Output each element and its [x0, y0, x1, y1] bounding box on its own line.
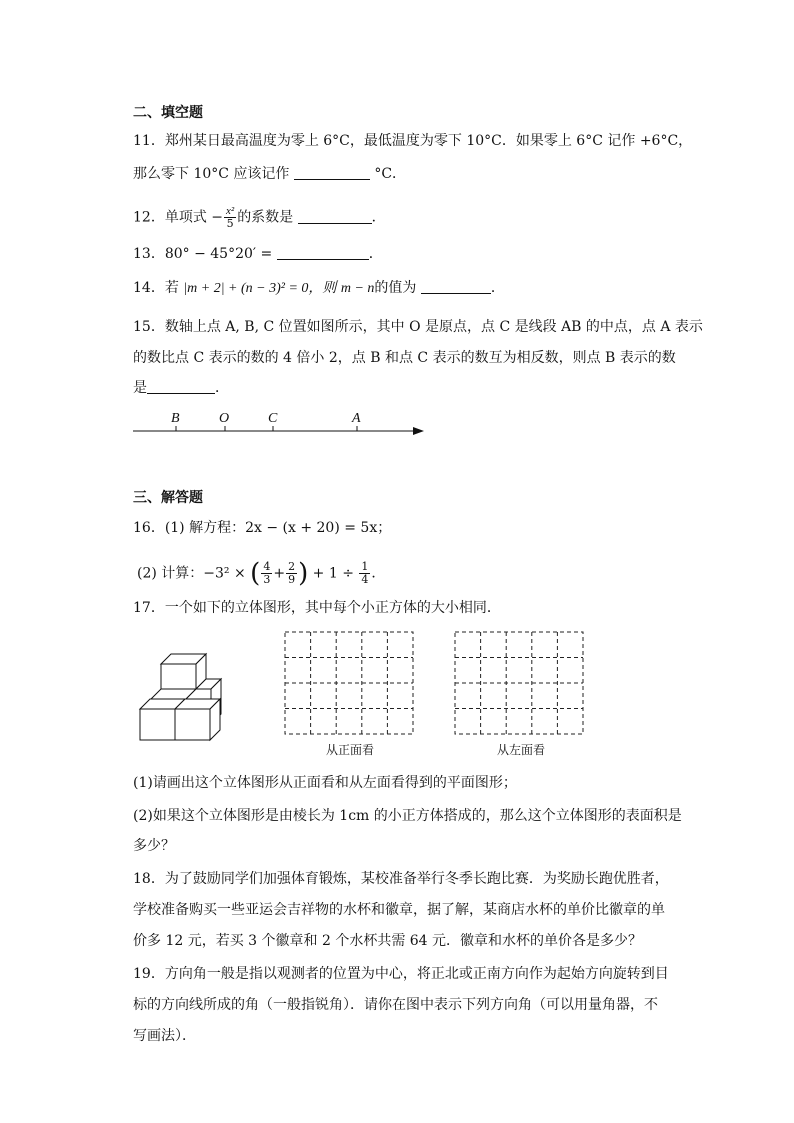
q14-expression: |m + 2| + (n − 3)² = 0，则	[183, 281, 337, 296]
frac-num: 2	[288, 560, 296, 573]
q12-end: ．	[371, 209, 386, 226]
grid-front-view	[285, 632, 413, 734]
q16-end: ．	[371, 565, 386, 582]
plus-sign: +	[273, 565, 286, 582]
section-title-fill-blank: 二、填空题	[133, 105, 203, 121]
q11-unit: °C．	[374, 166, 407, 182]
q17-sub1: (1)请画出这个立体图形从正面看和从左面看得到的平面图形；	[133, 775, 517, 791]
right-paren: )	[298, 558, 309, 589]
q19-line3: 写画法）．	[133, 1028, 196, 1044]
q16-mid: + 1 ÷	[312, 565, 354, 582]
q18-line3: 价多 12 元，若买 3 个徽章和 2 个水杯共需 64 元．徽章和水杯的单价各是多少？	[133, 933, 643, 949]
q12-text-post: 的系数是	[237, 209, 294, 226]
q12-frac-den: 5	[226, 217, 234, 230]
q18-line1: 18．为了鼓励同学们加强体育锻炼，某校准备举行冬季长跑比赛．为奖励长跑优胜者，	[133, 871, 669, 887]
q11-line1: 11．郑州某日最高温度为零上 6°C，最低温度为零下 10°C．如果零上 6°C 记作 +6°C，	[133, 133, 693, 149]
q19-line2: 标的方向线所成的角（一般指锐角）．请你在图中表示下列方向角（可以用量角器，不	[133, 997, 658, 1013]
q13-text: 13．80° − 45°20′ =	[133, 246, 273, 262]
left-paren: (	[250, 558, 261, 589]
q15-end: ．	[215, 380, 229, 396]
q12-frac-num: x²	[226, 205, 235, 217]
q15-text: 是	[133, 380, 147, 396]
q16-part2-text: (2) 计算：−3² ×	[137, 565, 246, 582]
q15-line1: 15．数轴上点 A, B, C 位置如图所示，其中 O 是原点，点 C 是线段 AB 的中点，点 A 表示	[133, 319, 703, 335]
frac-den: 9	[288, 573, 296, 586]
q17-sub2-line1: (2)如果这个立体图形是由棱长为 1cm 的小正方体搭成的，那么这个立体图形的表面积是	[133, 808, 682, 824]
section-title-solve: 三、解答题	[133, 490, 203, 506]
q14-text: 14．若	[133, 280, 179, 296]
q12-text: 12．单项式 −	[133, 209, 223, 226]
caption-front-view: 从正面看	[326, 743, 375, 757]
frac-den: 4	[361, 573, 369, 586]
label-C: C	[268, 411, 278, 426]
q17-intro: 17．一个如下的立体图形，其中每个小正方体的大小相同．	[133, 600, 501, 616]
q11-line2-text: 那么零下 10°C 应该记作	[133, 166, 290, 182]
frac-num: 1	[361, 560, 369, 573]
q14-expression2: m − n	[340, 281, 375, 296]
caption-left-view: 从左面看	[497, 743, 546, 757]
label-B: B	[171, 411, 180, 426]
q14-text-post: 的值为	[374, 280, 417, 296]
grid-left-view	[455, 632, 583, 734]
frac-num: 4	[263, 560, 271, 573]
frac-den: 3	[263, 573, 271, 586]
q15-line2: 的数比点 C 表示的数的 4 倍小 2，点 B 和点 C 表示的数互为相反数，则点 B 表示的数	[133, 350, 676, 366]
q17-sub2-line2: 多少？	[133, 838, 175, 854]
q14-end: ．	[490, 280, 505, 296]
q16-part1: 16．(1) 解方程：2x − (x + 20) = 5x；	[133, 520, 392, 536]
label-O: O	[219, 411, 230, 426]
label-A: A	[352, 411, 361, 426]
q13-end: ．	[368, 246, 383, 262]
q18-line2: 学校准备购买一些亚运会吉祥物的水杯和徽章，据了解，某商店水杯的单价比徽章的单	[133, 902, 665, 918]
q19-line1: 19．方向角一般是指以观测者的位置为中心，将正北或正南方向作为起始方向旋转到目	[133, 966, 669, 982]
